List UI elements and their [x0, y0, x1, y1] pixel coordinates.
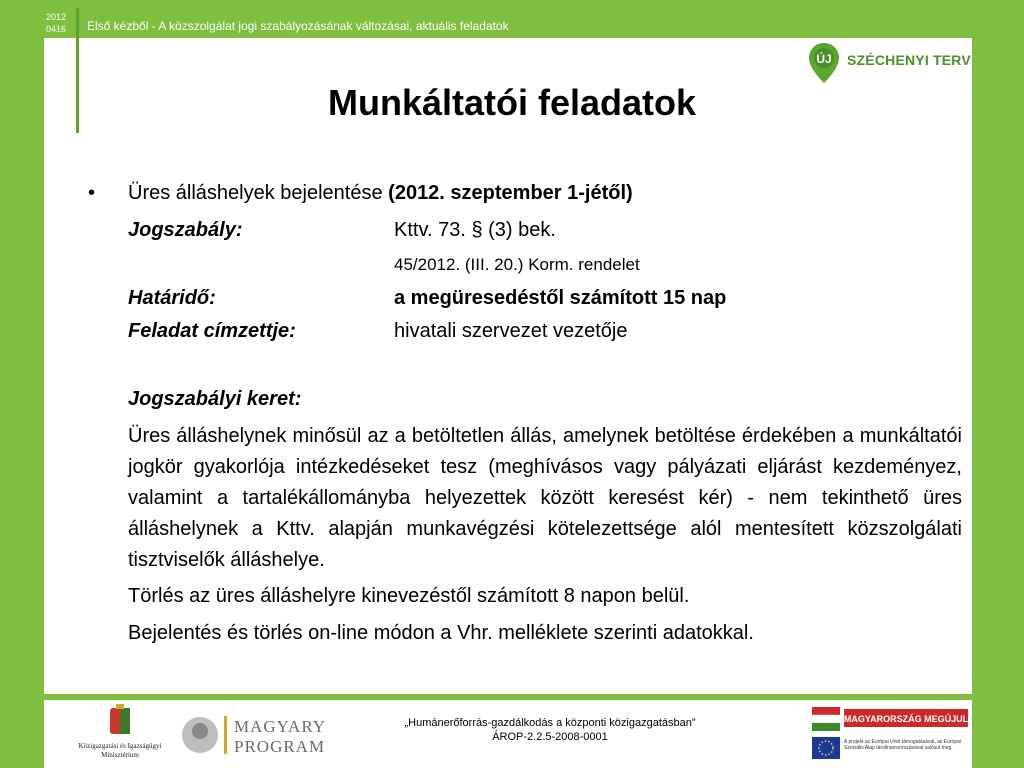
magyary-line1: MAGYARY	[234, 717, 327, 736]
eu-text: A projekt az Európai Unió támogatásával, az Európai Szociális Alap társfinanszírozásával valósul meg.	[844, 739, 962, 751]
row-label-hatarido: Határidő:	[128, 287, 216, 309]
ministry-line2: Minisztérium	[101, 751, 139, 759]
footer-project-title: „Humánerőforrás-gazdálkodás a központi közigazgatásban”	[404, 717, 696, 729]
row-value-jogszabaly: Kttv. 73. § (3) bek.	[394, 219, 556, 241]
date-monthday: 0416	[46, 24, 67, 34]
bullet-bold-text: (2012. szeptember 1-jétől)	[388, 182, 633, 204]
keret-label: Jogszabályi keret:	[128, 388, 302, 410]
mm-text: MAGYARORSZÁG MEGÚJUL	[843, 714, 969, 724]
mm-eu-logo	[810, 705, 970, 765]
ministry-logo	[60, 702, 190, 766]
logo-text: SZÉCHENYI TERV	[847, 52, 971, 68]
footer-center-text	[380, 716, 720, 744]
magyary-program-logo	[178, 712, 338, 758]
row-value-rendelet: 45/2012. (III. 20.) Korm. rendelet	[394, 255, 640, 274]
slide-title: Munkáltatói feladatok	[327, 82, 697, 123]
bullet-line	[128, 182, 633, 205]
bullet-icon: •	[88, 182, 96, 204]
ministry-line1: Közigazgatási és Igazságügyi	[78, 742, 162, 750]
date-label	[46, 11, 66, 35]
paragraph-definition: Üres álláshelynek minősül az a betöltetlen állás, amelynek betöltése érdekében a munkáltatói jogkör gyakorlója intézkedéseket tesz (meghívásos vagy pályázati eljárást kezdeményez, valamint a tartalékállományba helyezettek között keresést kér) - nem tekinthető üres álláshelynek a Kttv. alapján munkavégzési kötelezettsége alól mentesített közszolgálati tisztviselők álláshelye.	[128, 425, 962, 571]
row-label-jogszabaly: Jogszabály:	[128, 219, 243, 241]
location-pin-icon	[807, 42, 841, 84]
coat-of-arms-icon	[60, 702, 190, 766]
footer-project-code: ÁROP-2.2.5-2008-0001	[492, 731, 608, 743]
row-label-cimzett: Feladat címzettje:	[128, 320, 296, 342]
row-value-hatarido: a megüresedéstől számított 15 nap	[394, 287, 727, 309]
magyary-line2: PROGRAM	[234, 737, 326, 756]
bullet-text: Üres álláshelyek bejelentése	[128, 182, 389, 204]
magyary-portrait-icon	[178, 712, 338, 758]
paragraph-torles: Törlés az üres álláshelyre kinevezéstől számított 8 napon belül.	[128, 585, 690, 607]
header-title: Első kézből - A közszolgálat jogi szabályozásának változásai, aktuális feladatok	[87, 19, 509, 33]
row-value-cimzett: hivatali szervezet vezetője	[394, 320, 628, 342]
hungary-flag-icon	[810, 705, 970, 765]
logo-pin-text: ÚJ	[816, 52, 832, 66]
paragraph-bejelentes: Bejelentés és törlés on-line módon a Vhr. melléklete szerinti adatokkal.	[128, 622, 754, 644]
date-year: 2012	[46, 12, 67, 22]
